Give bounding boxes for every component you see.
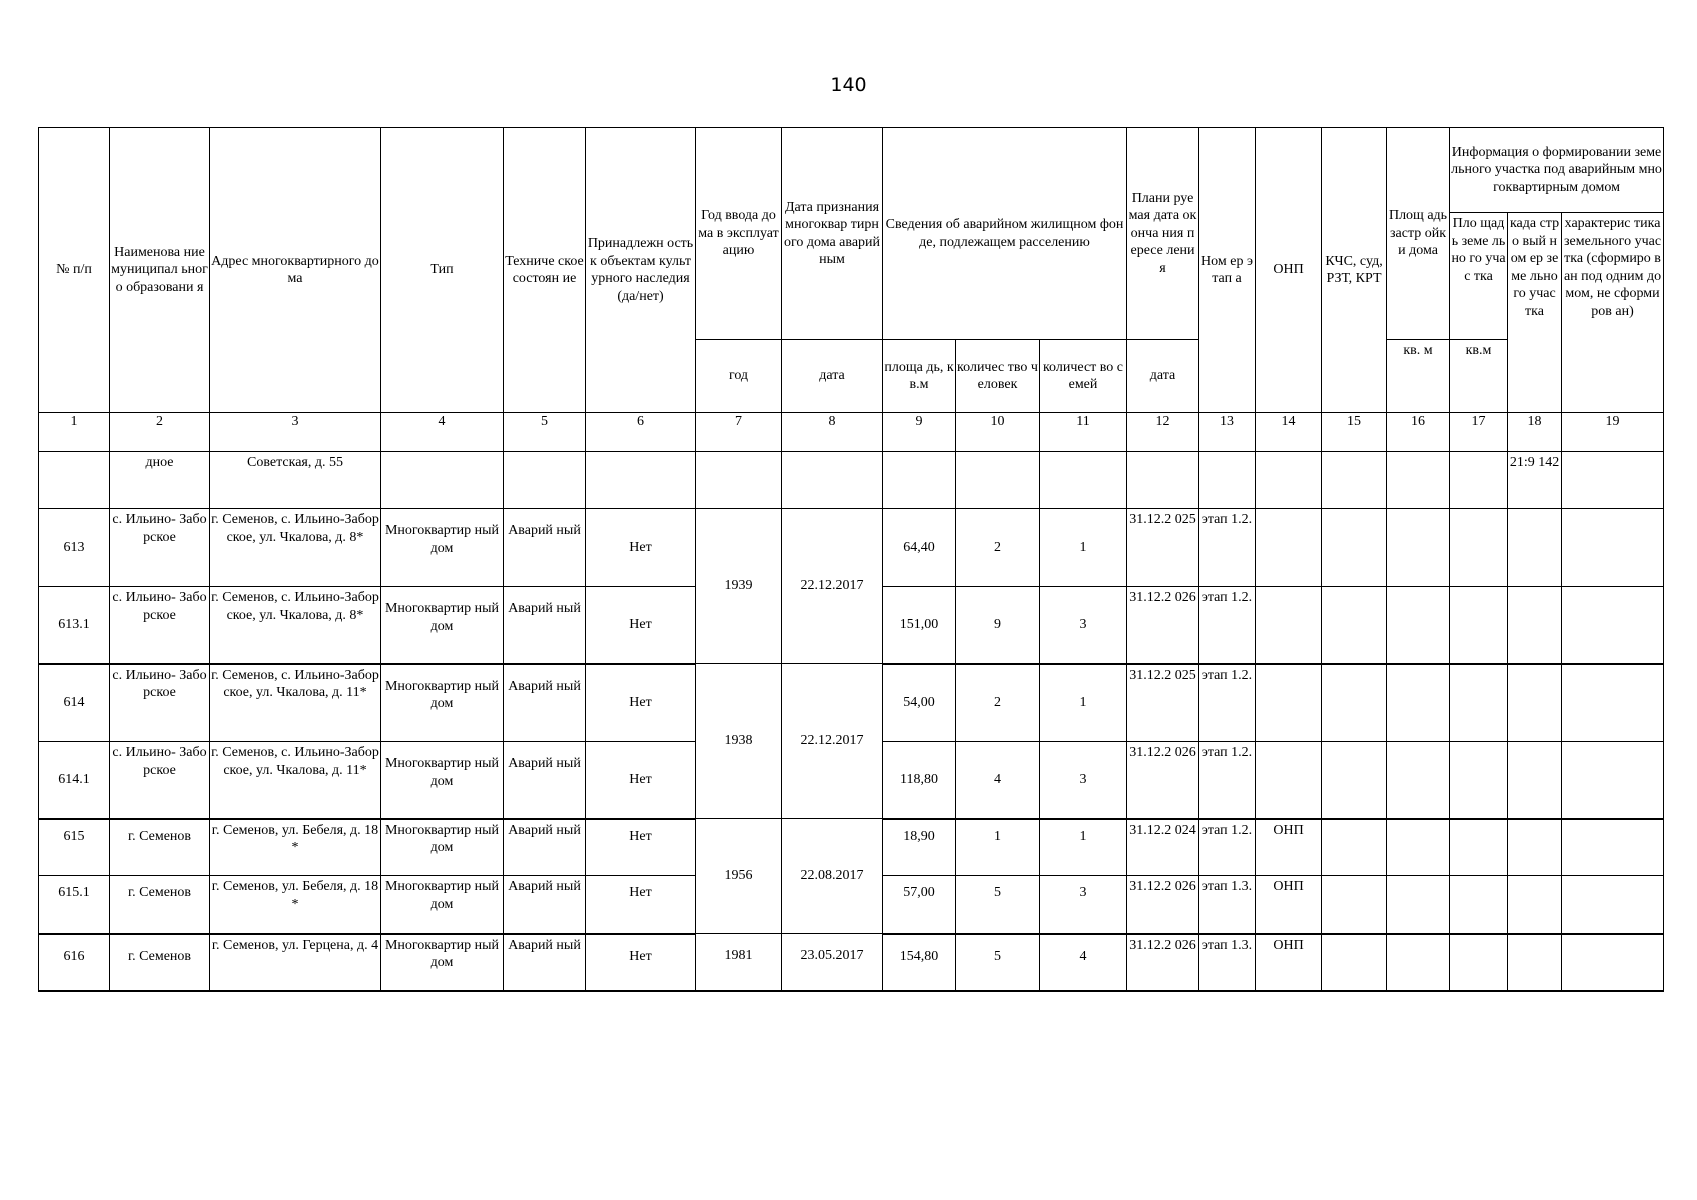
cell-heritage: Нет	[586, 509, 696, 587]
column-number: 12	[1127, 413, 1199, 452]
cell-municipality: г. Семенов	[110, 819, 210, 876]
cell-onp	[1256, 587, 1322, 664]
cell-empty	[1387, 452, 1450, 509]
header-planned-date: Плани руемая дата оконча ния пересе ления	[1127, 128, 1199, 340]
cell-empty	[39, 452, 110, 509]
cell-empty	[381, 452, 504, 509]
column-number: 7	[696, 413, 782, 452]
cell-area: 64,40	[883, 509, 956, 587]
header-sub-people: количес тво человек	[956, 340, 1040, 413]
cell-emergency-date: 23.05.2017	[782, 934, 883, 991]
header-sub-families: количест во семей	[1040, 340, 1127, 413]
cell-type: Многоквартир ный дом	[381, 934, 504, 991]
column-number: 4	[381, 413, 504, 452]
cell-emergency-date: 22.12.2017	[782, 509, 883, 664]
cell-empty	[504, 452, 586, 509]
cell-empty	[1387, 742, 1450, 819]
cell-municipality: с. Ильино- Заборское	[110, 509, 210, 587]
cell-empty	[1322, 876, 1387, 934]
cell-people: 9	[956, 587, 1040, 664]
cell-type: Многоквартир ный дом	[381, 664, 504, 742]
cell-empty	[1450, 934, 1508, 991]
cell-onp	[1256, 664, 1322, 742]
cell-empty	[1508, 664, 1562, 742]
cell-address: г. Семенов, с. Ильино-Заборское, ул. Чкалова, д. 11*	[210, 742, 381, 819]
cell-type: Многоквартир ный дом	[381, 587, 504, 664]
cell-planned-date: 31.12.2 024	[1127, 819, 1199, 876]
cell-cadastral: 21:9 142	[1508, 452, 1562, 509]
cell-heritage: Нет	[586, 664, 696, 742]
cell-municipality: г. Семенов	[110, 876, 210, 934]
cell-empty	[1508, 819, 1562, 876]
cell-area: 151,00	[883, 587, 956, 664]
header-emergency-date: Дата признания многоквар тирного дома аварийным	[782, 128, 883, 340]
cell-heritage: Нет	[586, 819, 696, 876]
cell-year: 1956	[696, 819, 782, 934]
column-number: 18	[1508, 413, 1562, 452]
cell-empty	[1199, 452, 1256, 509]
cell-municipality: дное	[110, 452, 210, 509]
header-municipality: Наименова ние муниципал ьного образовани я	[110, 128, 210, 413]
header-emergency-fund: Сведения об аварийном жилищном фонде, подлежащем расселению	[883, 128, 1127, 340]
cell-condition: Аварий ный	[504, 509, 586, 587]
cell-type: Многоквартир ный дом	[381, 819, 504, 876]
cell-empty	[1562, 934, 1664, 991]
cell-condition: Аварий ный	[504, 819, 586, 876]
header-commission-year: Год ввода дома в эксплуат ацию	[696, 128, 782, 340]
cell-num: 614.1	[39, 742, 110, 819]
cell-empty	[1450, 452, 1508, 509]
cell-families: 3	[1040, 876, 1127, 934]
cell-condition: Аварий ный	[504, 664, 586, 742]
cell-empty	[883, 452, 956, 509]
cell-emergency-date: 22.12.2017	[782, 664, 883, 819]
header-stage: Ном ер этап а	[1199, 128, 1256, 413]
header-land-area: Пло щадь земе льно го учас тка	[1450, 213, 1508, 340]
cell-num: 615.1	[39, 876, 110, 934]
cell-empty	[1508, 742, 1562, 819]
cell-people: 2	[956, 509, 1040, 587]
cell-onp	[1256, 742, 1322, 819]
cell-empty	[1387, 587, 1450, 664]
header-land-characteristic: характерис тика земельного участка (сформиро ван под одним домом, не сформиров ан)	[1562, 213, 1664, 413]
header-num: № п/п	[39, 128, 110, 413]
cell-people: 5	[956, 876, 1040, 934]
cell-planned-date: 31.12.2 026	[1127, 934, 1199, 991]
cell-empty	[1322, 509, 1387, 587]
column-number: 19	[1562, 413, 1664, 452]
header-sub-planned-date: дата	[1127, 340, 1199, 413]
cell-address: г. Семенов, с. Ильино-Заборское, ул. Чкалова, д. 8*	[210, 509, 381, 587]
header-sub-year: год	[696, 340, 782, 413]
cell-empty	[696, 452, 782, 509]
column-number: 5	[504, 413, 586, 452]
cell-stage: этап 1.2.	[1199, 742, 1256, 819]
cell-type: Многоквартир ный дом	[381, 509, 504, 587]
cell-area: 118,80	[883, 742, 956, 819]
cell-families: 1	[1040, 509, 1127, 587]
cell-empty	[1322, 934, 1387, 991]
cell-stage: этап 1.3.	[1199, 934, 1256, 991]
header-cadastral: када стро вый ном ер земе льно го учас тка	[1508, 213, 1562, 413]
cell-num: 616	[39, 934, 110, 991]
cell-condition: Аварий ный	[504, 934, 586, 991]
cell-area: 54,00	[883, 664, 956, 742]
cell-empty	[1508, 509, 1562, 587]
column-number: 9	[883, 413, 956, 452]
cell-empty	[1322, 819, 1387, 876]
header-sub-date: дата	[782, 340, 883, 413]
cell-empty	[1450, 876, 1508, 934]
cell-empty	[1562, 587, 1664, 664]
cell-year: 1981	[696, 934, 782, 991]
cell-heritage: Нет	[586, 934, 696, 991]
header-land-info: Информация о формировании земельного участка под аварийным многоквартирным домом	[1450, 128, 1664, 213]
cell-empty	[1508, 876, 1562, 934]
cell-onp: ОНП	[1256, 934, 1322, 991]
cell-heritage: Нет	[586, 587, 696, 664]
cell-planned-date: 31.12.2 025	[1127, 664, 1199, 742]
cell-address: г. Семенов, с. Ильино-Заборское, ул. Чкалова, д. 8*	[210, 587, 381, 664]
cell-empty	[1562, 742, 1664, 819]
cell-onp: ОНП	[1256, 876, 1322, 934]
header-sub-land-area: кв.м	[1450, 340, 1508, 413]
cell-empty	[956, 452, 1040, 509]
cell-stage: этап 1.2.	[1199, 819, 1256, 876]
cell-condition: Аварий ный	[504, 742, 586, 819]
header-building-area: Площ адь застр ойки дома	[1387, 128, 1450, 340]
cell-empty	[1508, 934, 1562, 991]
cell-type: Многоквартир ный дом	[381, 876, 504, 934]
cell-empty	[586, 452, 696, 509]
cell-empty	[1387, 876, 1450, 934]
cell-address: г. Семенов, ул. Бебеля, д. 18*	[210, 819, 381, 876]
header-onp: ОНП	[1256, 128, 1322, 413]
cell-empty	[1387, 664, 1450, 742]
cell-families: 1	[1040, 819, 1127, 876]
cell-families: 1	[1040, 664, 1127, 742]
cell-empty	[1508, 587, 1562, 664]
cell-empty	[1562, 819, 1664, 876]
column-number: 13	[1199, 413, 1256, 452]
cell-address: Советская, д. 55	[210, 452, 381, 509]
cell-empty	[1322, 452, 1387, 509]
column-number: 11	[1040, 413, 1127, 452]
cell-empty	[1562, 664, 1664, 742]
cell-municipality: с. Ильино- Заборское	[110, 587, 210, 664]
cell-empty	[1387, 934, 1450, 991]
cell-year: 1938	[696, 664, 782, 819]
cell-area: 57,00	[883, 876, 956, 934]
cell-num: 614	[39, 664, 110, 742]
column-number: 2	[110, 413, 210, 452]
cell-municipality: с. Ильино- Заборское	[110, 742, 210, 819]
header-sub-building-area: кв. м	[1387, 340, 1450, 413]
cell-stage: этап 1.2.	[1199, 509, 1256, 587]
column-number: 8	[782, 413, 883, 452]
header-address: Адрес многоквартирного дома	[210, 128, 381, 413]
cell-families: 3	[1040, 742, 1127, 819]
cell-planned-date: 31.12.2 026	[1127, 742, 1199, 819]
cell-heritage: Нет	[586, 742, 696, 819]
cell-planned-date: 31.12.2 026	[1127, 587, 1199, 664]
cell-empty	[1562, 876, 1664, 934]
cell-stage: этап 1.3.	[1199, 876, 1256, 934]
cell-num: 613.1	[39, 587, 110, 664]
header-condition: Техниче ское состоян ие	[504, 128, 586, 413]
column-number: 1	[39, 413, 110, 452]
column-number: 6	[586, 413, 696, 452]
cell-stage: этап 1.2.	[1199, 587, 1256, 664]
header-heritage: Принадлежн ость к объектам культурного наследия (да/нет)	[586, 128, 696, 413]
cell-area: 154,80	[883, 934, 956, 991]
column-number: 3	[210, 413, 381, 452]
cell-empty	[1450, 509, 1508, 587]
cell-empty	[1562, 452, 1664, 509]
cell-empty	[1562, 509, 1664, 587]
cell-empty	[1256, 452, 1322, 509]
cell-emergency-date: 22.08.2017	[782, 819, 883, 934]
cell-empty	[782, 452, 883, 509]
cell-people: 1	[956, 819, 1040, 876]
cell-planned-date: 31.12.2 026	[1127, 876, 1199, 934]
cell-address: г. Семенов, ул. Бебеля, д. 18*	[210, 876, 381, 934]
cell-num: 615	[39, 819, 110, 876]
cell-families: 3	[1040, 587, 1127, 664]
cell-empty	[1387, 509, 1450, 587]
cell-people: 5	[956, 934, 1040, 991]
cell-empty	[1127, 452, 1199, 509]
cell-municipality: с. Ильино- Заборское	[110, 664, 210, 742]
cell-families: 4	[1040, 934, 1127, 991]
cell-onp	[1256, 509, 1322, 587]
cell-people: 4	[956, 742, 1040, 819]
cell-address: г. Семенов, с. Ильино-Заборское, ул. Чкалова, д. 11*	[210, 664, 381, 742]
cell-address: г. Семенов, ул. Герцена, д. 4	[210, 934, 381, 991]
cell-num: 613	[39, 509, 110, 587]
cell-onp: ОНП	[1256, 819, 1322, 876]
cell-type: Многоквартир ный дом	[381, 742, 504, 819]
header-type: Тип	[381, 128, 504, 413]
column-number: 10	[956, 413, 1040, 452]
cell-people: 2	[956, 664, 1040, 742]
column-number: 15	[1322, 413, 1387, 452]
cell-stage: этап 1.2.	[1199, 664, 1256, 742]
column-number: 14	[1256, 413, 1322, 452]
cell-empty	[1450, 819, 1508, 876]
cell-empty	[1387, 819, 1450, 876]
cell-year: 1939	[696, 509, 782, 664]
cell-condition: Аварий ный	[504, 876, 586, 934]
cell-municipality: г. Семенов	[110, 934, 210, 991]
cell-heritage: Нет	[586, 876, 696, 934]
header-sub-area: площа дь, кв.м	[883, 340, 956, 413]
cell-empty	[1040, 452, 1127, 509]
column-number: 16	[1387, 413, 1450, 452]
cell-empty	[1322, 587, 1387, 664]
cell-condition: Аварий ный	[504, 587, 586, 664]
cell-empty	[1450, 742, 1508, 819]
cell-planned-date: 31.12.2 025	[1127, 509, 1199, 587]
cell-empty	[1450, 664, 1508, 742]
cell-empty	[1322, 742, 1387, 819]
cell-empty	[1322, 664, 1387, 742]
cell-area: 18,90	[883, 819, 956, 876]
column-number: 17	[1450, 413, 1508, 452]
page-number: 140	[830, 74, 867, 96]
header-kchs: КЧС, суд, РЗТ, КРТ	[1322, 128, 1387, 413]
emergency-housing-table	[38, 127, 1664, 992]
cell-empty	[1450, 587, 1508, 664]
